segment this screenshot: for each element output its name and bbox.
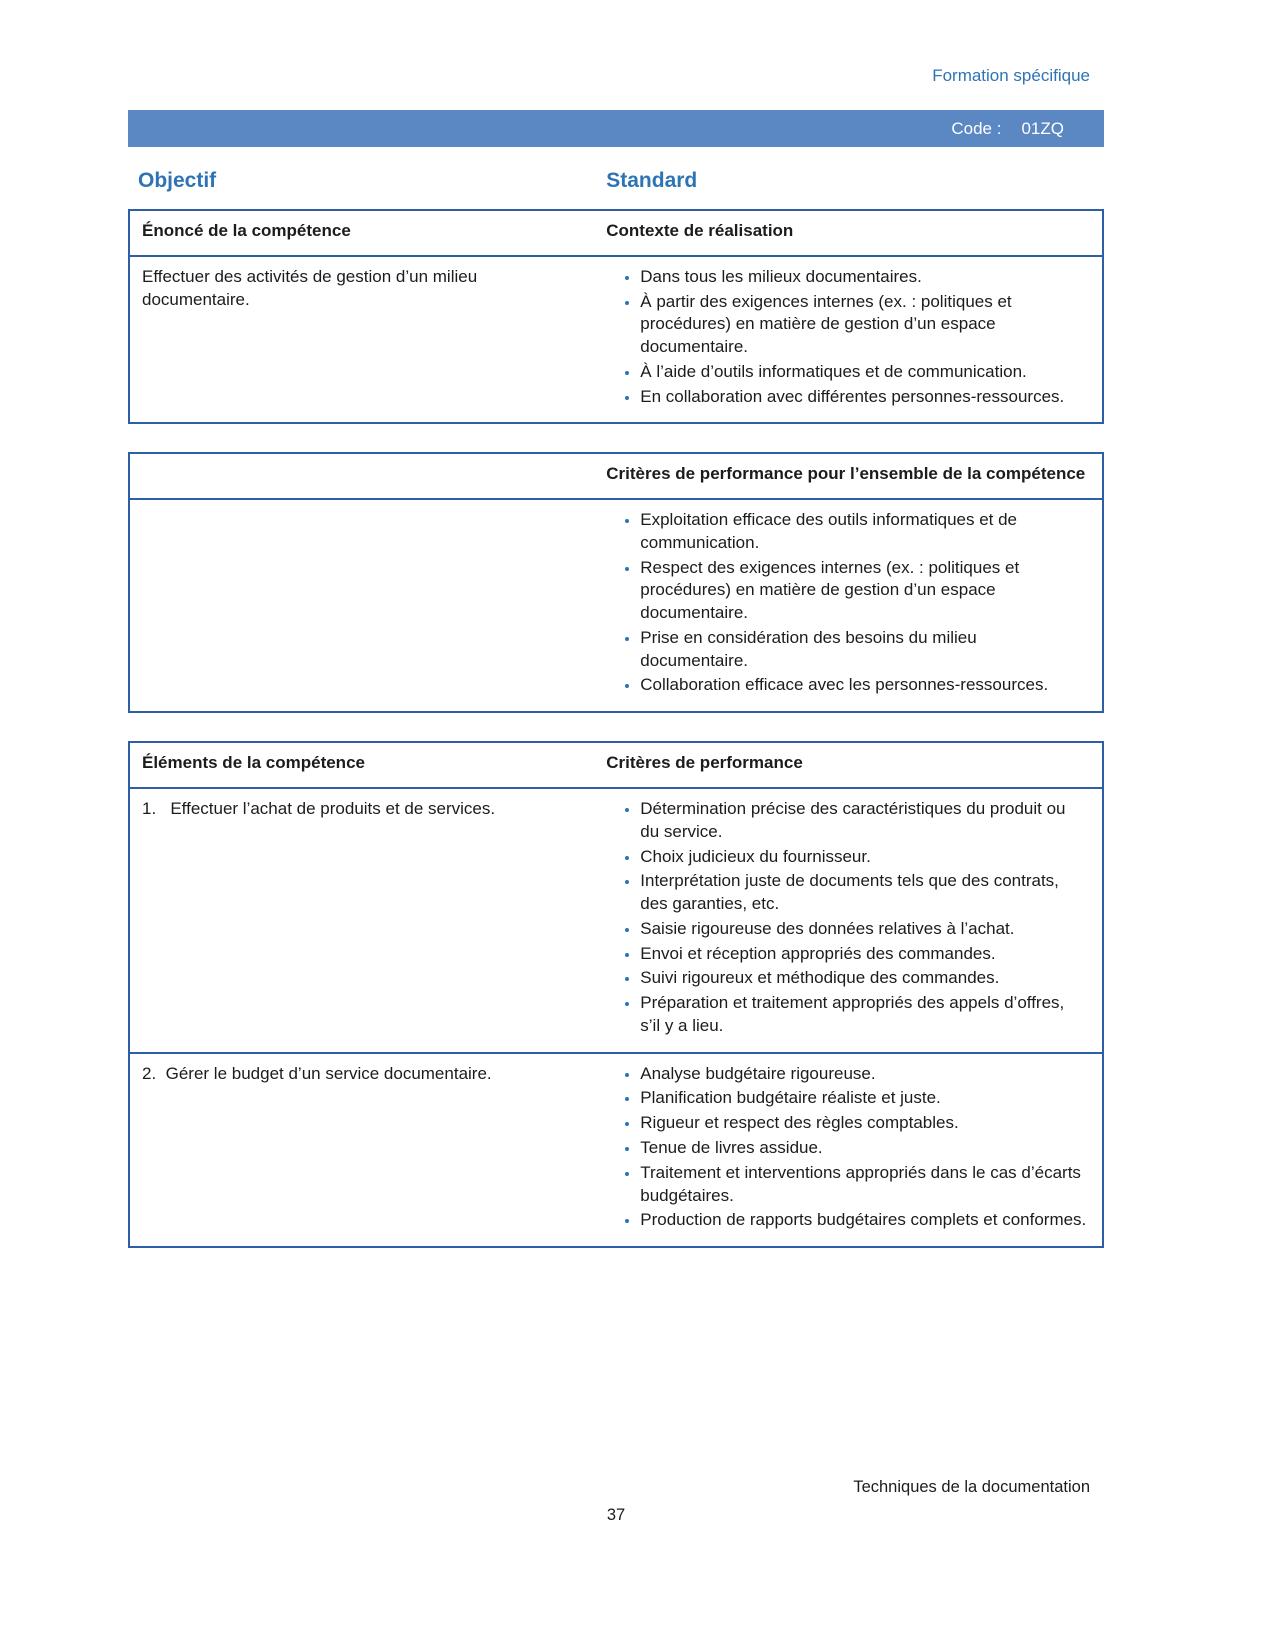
element-1-label: 1. Effectuer l’achat de produits et de services. bbox=[142, 799, 496, 819]
bullet-item: • Dans tous les milieux documentaires. bbox=[640, 266, 1088, 289]
criteres-performance-header: Critères de performance bbox=[606, 753, 803, 773]
bullet-item: • Envoi et réception appropriés des commandes. bbox=[640, 943, 1088, 966]
elements-competence-header: Éléments de la compétence bbox=[142, 753, 365, 773]
element-2-bullet-list bbox=[606, 1063, 1088, 1232]
bullet-item: • Préparation et traitement appropriés des appels d’offres, s’il y a lieu. bbox=[640, 992, 1088, 1038]
bullet-item: • Choix judicieux du fournisseur. bbox=[640, 846, 1088, 869]
enonce-competence-header: Énoncé de la compétence bbox=[142, 221, 351, 240]
bullet-item: • Production de rapports budgétaires complets et conformes. bbox=[640, 1209, 1088, 1232]
empty-header-cell bbox=[130, 454, 606, 498]
competence-statement: Effectuer des activités de gestion d’un milieu documentaire. bbox=[142, 266, 478, 309]
code-bar bbox=[128, 110, 1104, 147]
table-row bbox=[130, 500, 1102, 711]
contexte-bullet-list bbox=[606, 266, 1088, 409]
bullet-item: • À l’aide d’outils informatiques et de communication. bbox=[640, 361, 1088, 384]
bullet-item: • Planification budgétaire réaliste et juste. bbox=[640, 1087, 1088, 1110]
bullet-item: • Interprétation juste de documents tels que des contrats, des garanties, etc. bbox=[640, 870, 1088, 916]
bullet-item: • Exploitation efficace des outils informatiques et de communication. bbox=[640, 509, 1088, 555]
table-row-element-2 bbox=[130, 1052, 1102, 1246]
table-header-row bbox=[130, 743, 1102, 789]
bullet-item: • Prise en considération des besoins du milieu documentaire. bbox=[640, 627, 1088, 673]
standard-heading: Standard bbox=[606, 169, 698, 192]
criteres-ensemble-bullet-list bbox=[606, 509, 1088, 697]
bullet-item: • Respect des exigences internes (ex. : politiques et procédures) en matière de gestion d’un espace documentaire. bbox=[640, 557, 1088, 625]
objectif-heading: Objectif bbox=[138, 169, 217, 192]
page-content bbox=[128, 0, 1104, 1276]
element-1-bullet-list bbox=[606, 798, 1088, 1038]
empty-cell bbox=[130, 500, 606, 711]
bullet-item: • Analyse budgétaire rigoureuse. bbox=[640, 1063, 1088, 1086]
elements-criteres-table bbox=[128, 741, 1104, 1248]
bullet-item: • À partir des exigences internes (ex. : politiques et procédures) en matière de gestion d’un espace documentaire. bbox=[640, 291, 1088, 359]
criteres-ensemble-table bbox=[128, 452, 1104, 713]
section-headings bbox=[128, 169, 1104, 193]
element-2-criteres-cell bbox=[606, 1054, 1102, 1246]
bullet-item: • En collaboration avec différentes personnes-ressources. bbox=[640, 386, 1088, 409]
code-value: 01ZQ bbox=[1021, 118, 1064, 138]
bullet-item: • Collaboration efficace avec les personnes-ressources. bbox=[640, 674, 1088, 697]
contexte-realisation-header: Contexte de réalisation bbox=[606, 221, 794, 240]
criteres-ensemble-header: Critères de performance pour l’ensemble de la compétence bbox=[606, 464, 1086, 484]
bullet-item: • Détermination précise des caractéristiques du produit ou du service. bbox=[640, 798, 1088, 844]
bullet-item: • Suivi rigoureux et méthodique des commandes. bbox=[640, 967, 1088, 990]
table-header-row bbox=[130, 454, 1102, 500]
criteres-ensemble-cell bbox=[606, 500, 1102, 711]
code-label: Code : bbox=[951, 118, 1002, 138]
table-row-element-1 bbox=[130, 789, 1102, 1052]
bullet-item: • Traitement et interventions appropriés dans le cas d’écarts budgétaires. bbox=[640, 1162, 1088, 1208]
competence-context-table bbox=[128, 209, 1104, 424]
bullet-item: • Tenue de livres assidue. bbox=[640, 1137, 1088, 1160]
table-row bbox=[130, 257, 1102, 423]
bullet-item: • Saisie rigoureuse des données relatives à l’achat. bbox=[640, 918, 1088, 941]
element-2-label: 2. Gérer le budget d’un service documentaire. bbox=[142, 1063, 492, 1083]
table-header-row bbox=[130, 211, 1102, 257]
bullet-item: • Rigueur et respect des règles comptables. bbox=[640, 1112, 1088, 1135]
page-number: 37 bbox=[606, 1506, 626, 1524]
contexte-realisation-cell bbox=[606, 257, 1102, 423]
document-type-label: Formation spécifique bbox=[932, 66, 1090, 85]
element-1-criteres-cell bbox=[606, 789, 1102, 1052]
footer-program-label: Techniques de la documentation bbox=[853, 1478, 1090, 1496]
